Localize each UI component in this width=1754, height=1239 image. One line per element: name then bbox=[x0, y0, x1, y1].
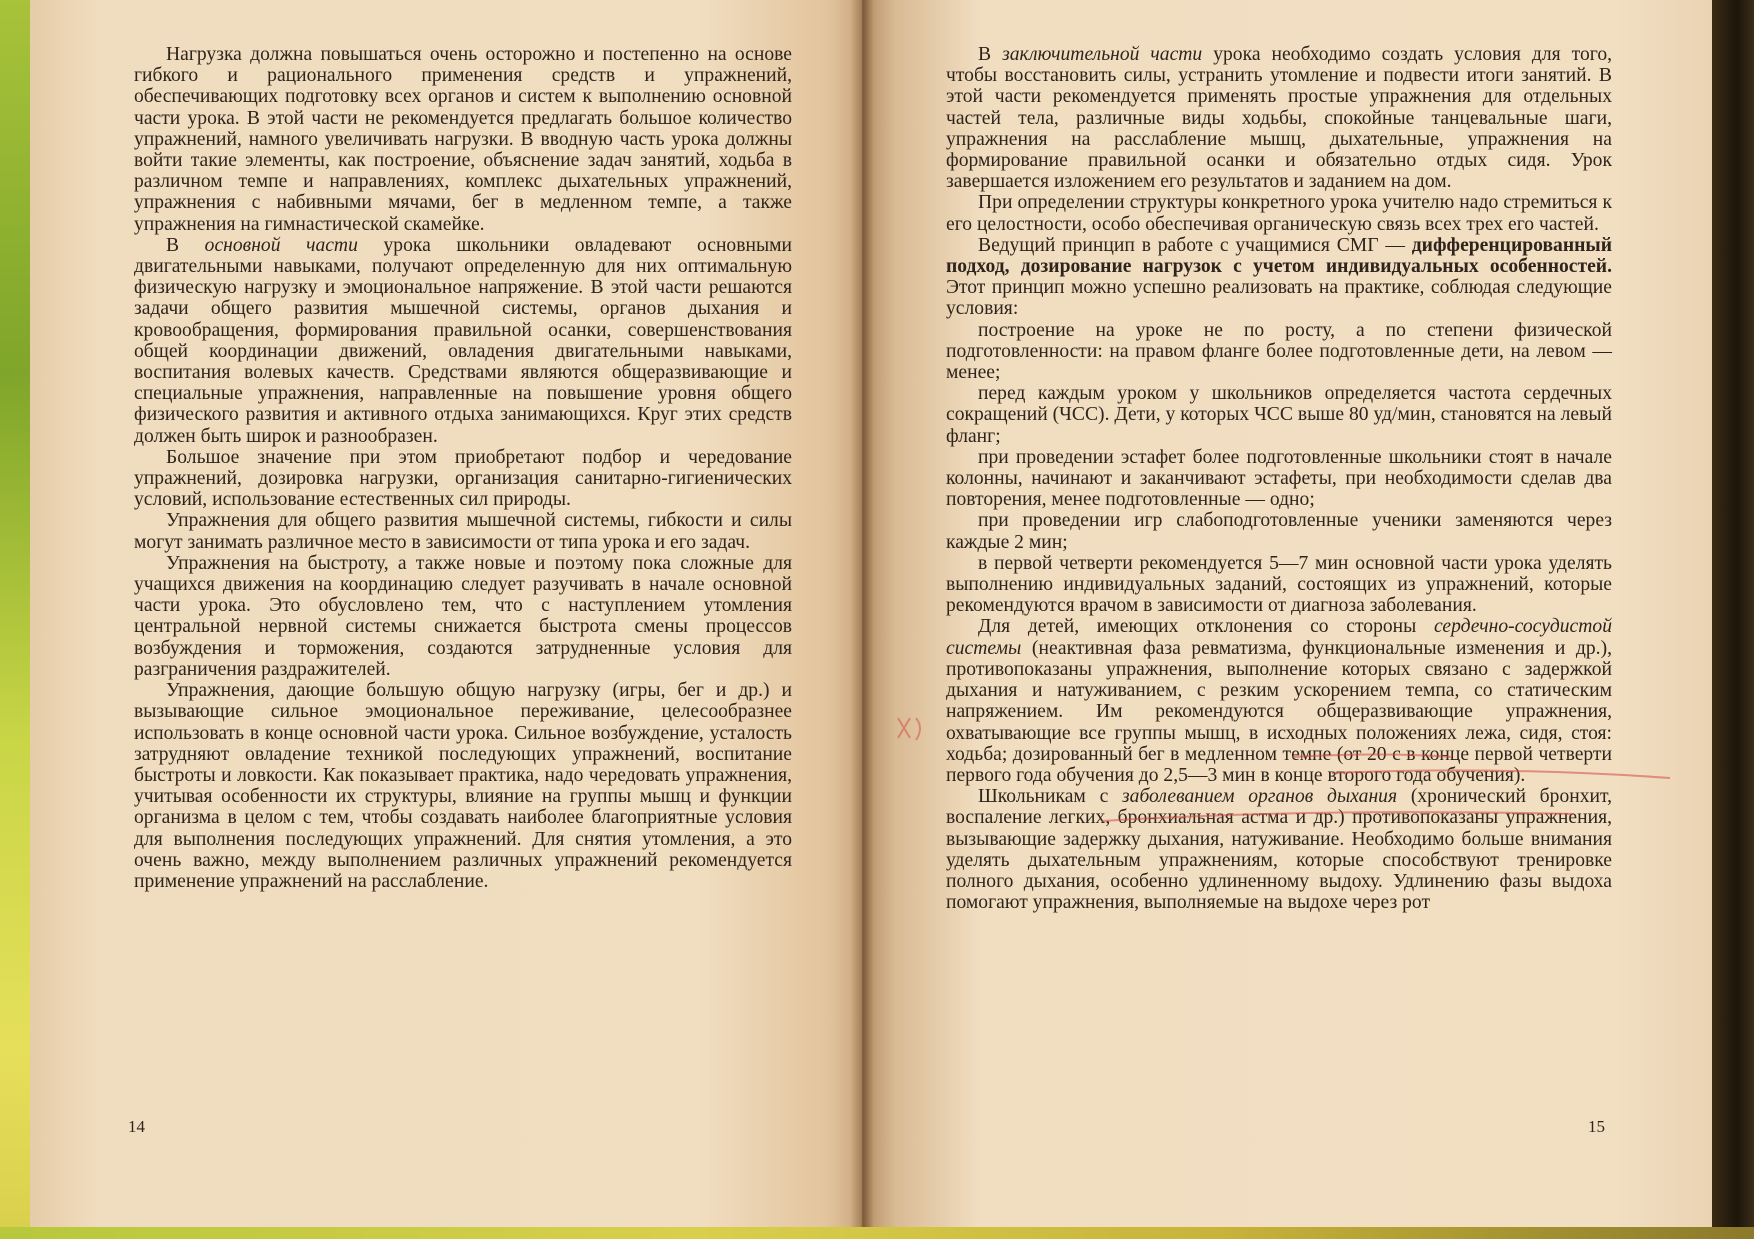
paragraph-text: (хронический бронхит, воспаление легких, бронхиальная астма и др.) противопоказаны упражнения, вызывающие задержку дыхания, натуживание. Необходимо больше внимания уделять дыхательным упражнениям, которые способствуют тренировке полного дыхания, особенно удлиненному выдоху. Удлинению фазы выдоха помогают упражнения, выполняемые на выдохе через рот bbox=[946, 786, 1612, 914]
right-page-paragraph bbox=[946, 510, 1612, 552]
paragraph-text: Школьникам с bbox=[978, 786, 1123, 808]
paragraph-text: урока необходимо создать условия для того, чтобы восстановить силы, устранить утомление и подвести итоги занятий. В этой части рекомендуется применять простые упражнения для отдельных частей тела, различные виды ходьбы, спокойные танцевальные шаги, упражнения на расслабление мышц, дыхательные, упражнения на формирование правильной осанки и обязательно отдых сидя. Урок завершается изложением его результатов и заданием на дом. bbox=[946, 44, 1613, 193]
paragraph-text: в первой четверти рекомендуется 5—7 мин основной части урока уделять выполнению индивидуальных заданий, состоящих из упражнений, которые рекомендуются врачом в зависимости от диагноза заболевания. bbox=[946, 552, 1612, 617]
paragraph-text: При определении структуры конкретного урока учителю надо стремиться к его целостности, особо обеспечивая органическую связь всех трех его частей. bbox=[946, 192, 1612, 235]
paragraph-text: Большое значение при этом приобретают подбор и чередование упражнений, дозировка нагрузки, организация санитарно-гигиенических условий, использование естественных сил природы. bbox=[134, 446, 792, 511]
paragraph-text: Ведущий принцип в работе с учащимися СМГ — bbox=[978, 234, 1412, 256]
left-page-number: 14 bbox=[128, 1117, 145, 1136]
book-cover-edge-left bbox=[0, 0, 30, 1239]
right-page-paragraph bbox=[946, 616, 1612, 786]
paragraph-text: при проведении эстафет более подготовленные школьники стоят в начале колонны, начинают и заканчивают эстафеты, при необходимости сделав два повторения, менее подготовленные — одно; bbox=[946, 446, 1612, 511]
book-gutter-shadow bbox=[850, 0, 874, 1227]
paragraph-text: Для детей, имеющих отклонения со стороны bbox=[978, 616, 1434, 638]
italic-term: заболеванием органов дыхания bbox=[1122, 786, 1398, 808]
italic-term: сердечно-сосудистой системы bbox=[946, 616, 1612, 659]
left-page-paragraph bbox=[134, 447, 792, 511]
right-page-text bbox=[946, 44, 1612, 913]
italic-term: заключительной части bbox=[1002, 44, 1203, 65]
right-page-paragraph bbox=[946, 553, 1612, 617]
left-page bbox=[30, 0, 862, 1227]
right-page bbox=[862, 0, 1712, 1227]
left-page-paragraph bbox=[134, 44, 792, 235]
left-page-paragraph bbox=[134, 680, 792, 892]
paragraph-text: (неактивная фаза ревматизма, функциональные изменения и др.), противопоказаны упражнения, выполнение которых связано с задержкой дыхания и натуживанием, с резким ускорением темпа, со статическим напряжением. Им рекомендуются общеразвивающие упражнения, охватывающие все группы мышц, в исходных положениях лежа, сидя, стоя: ходьба; дозированный бег в медленном темпе (от 20 с в конце первой четверти первого года обучения до 2,5—3 мин в конце второго года обучения). bbox=[946, 637, 1612, 786]
paragraph-text: В bbox=[978, 44, 1003, 65]
left-page-paragraph bbox=[134, 510, 792, 552]
right-page-paragraph bbox=[946, 192, 1612, 234]
bold-term: дифференцированный подход, дозирование нагрузок с учетом индивидуальных особенностей. bbox=[946, 234, 1612, 278]
paragraph-text: Упражнения для общего развития мышечной системы, гибкости и силы могут занимать различное место в зависимости от типа урока и его задач. bbox=[134, 510, 792, 553]
italic-term: основной части bbox=[204, 234, 358, 256]
paragraph-text: Упражнения на быстроту, а также новые и поэтому пока сложные для учащихся движения на координацию следует разучивать в начале основной части урока. Это обусловлено тем, что с наступлением утомления центральной нервной системы снижается быстрота смены процессов возбуждения и торможения, создаются затрудненные условия для разграничения раздражителей. bbox=[134, 552, 792, 680]
paragraph-text: урока школьники овладевают основными двигательными навыками, получают определенную для них оптимальную физическую нагрузку и эмоциональное напряжение. В этой части решаются задачи общего развития мышечной системы, органов дыхания и кровообращения, формирования правильной осанки, совершенствования общей координации движений, овладения двигательными навыками, воспитания волевых качеств. Средствами являются общеразвивающие и специальные упражнения, направленные на повышение уровня общего физического развития и активного отдыха занимающихся. Круг этих средств должен быть широк и разнообразен. bbox=[134, 234, 793, 447]
right-page-paragraph bbox=[946, 235, 1612, 320]
left-page-paragraph bbox=[134, 553, 792, 680]
right-page-paragraph bbox=[946, 786, 1612, 913]
right-page-paragraph bbox=[946, 383, 1612, 447]
left-page-paragraph bbox=[134, 235, 792, 447]
paragraph-text: перед каждым уроком у школьников определяется частота сердечных сокращений (ЧСС). Дети, у которых ЧСС выше 80 уд/мин, становятся на левый фланг; bbox=[946, 383, 1612, 447]
book-cover-edge-right bbox=[1712, 0, 1754, 1239]
right-page-paragraph bbox=[946, 320, 1612, 384]
right-page-number: 15 bbox=[1588, 1117, 1605, 1136]
right-page-paragraph bbox=[946, 447, 1612, 511]
paragraph-text: В bbox=[166, 234, 205, 256]
book-cover-edge-bottom bbox=[0, 1227, 1754, 1239]
left-page-text bbox=[134, 44, 792, 892]
paragraph-text: Упражнения, дающие большую общую нагрузку (игры, бег и др.) и вызывающие сильное эмоциональное переживание, целесообразнее использовать в конце основной части урока. Сильное возбуждение, усталость затрудняют овладение техникой последующих упражнений, воспитание быстроты и ловкости. Как показывает практика, надо чередовать упражнения, учитывая особенности их структуры, влияние на группы мышц и функции организма в целом с тем, чтобы создавать наиболее благоприятные условия для выполнения последующих упражнений. Для снятия утомления, а это очень важно, между выполнением различных упражнений рекомендуется применение упражнений на расслабление. bbox=[134, 680, 792, 892]
right-page-paragraph bbox=[946, 44, 1612, 192]
pen-margin-mark bbox=[898, 718, 920, 740]
paragraph-text: при проведении игр слабоподготовленные ученики заменяются через каждые 2 мин; bbox=[946, 510, 1612, 553]
paragraph-text: построение на уроке не по росту, а по степени физической подготовленности: на правом фланге более подготовленные дети, на левом — менее; bbox=[946, 319, 1612, 384]
paragraph-text: Этот принцип можно успешно реализовать на практике, соблюдая следующие условия: bbox=[946, 277, 1612, 320]
paragraph-text: Нагрузка должна повышаться очень осторожно и постепенно на основе гибкого и рационального применения средств и упражнений, обеспечивающих подготовку всех органов и систем к выполнению основной части урока. В этой части не рекомендуется предлагать большое количество упражнений, намного увеличивать нагрузки. В вводную часть урока должны войти такие элементы, как построение, объяснение задач занятий, ходьба в различном темпе и направлениях, комплекс дыхательных упражнений, упражнения с набивными мячами, бег в медленном темпе, а также упражнения на гимнастической скамейке. bbox=[134, 44, 792, 235]
